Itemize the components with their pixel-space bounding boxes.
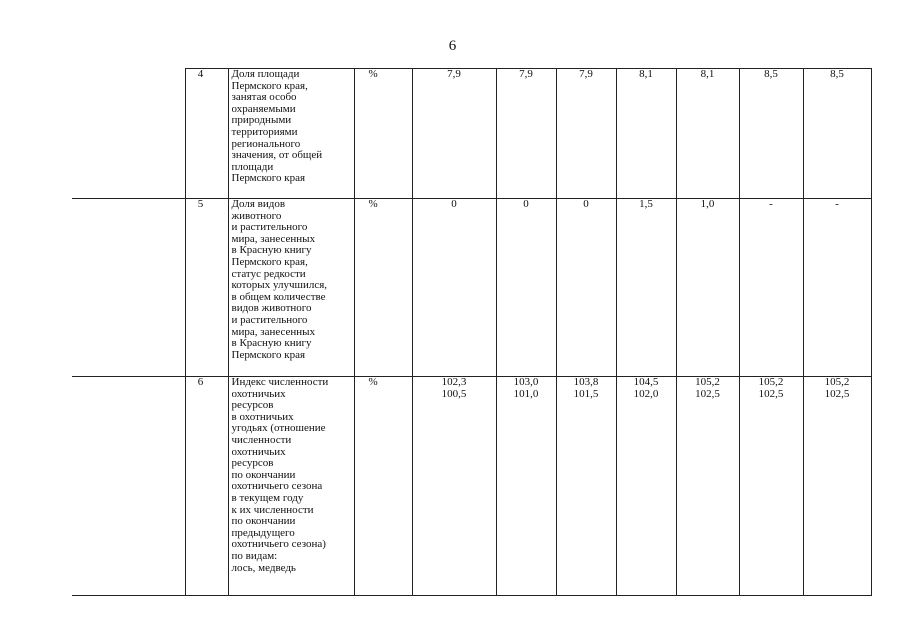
value-line: 1,5 <box>639 198 653 210</box>
value-line: 105,2 <box>695 376 720 388</box>
unit-cell: % <box>354 377 412 596</box>
value-line: 102,5 <box>758 387 784 400</box>
indicator-name-line: Доля видов <box>231 198 286 210</box>
value-line: 0 <box>523 198 529 210</box>
indicator-name-line: мира, занесенных <box>231 325 316 338</box>
indicator-name-line: в охотничьих <box>231 410 294 423</box>
table-row <box>72 69 871 199</box>
value-cell <box>496 69 556 199</box>
value-cell <box>496 199 556 377</box>
indicator-name-line: численности <box>231 433 292 446</box>
value-cell <box>739 199 803 377</box>
indicator-name-line: значения, от общей <box>231 149 323 162</box>
indicator-name-line: по окончании <box>231 468 296 481</box>
value-cell <box>412 377 496 596</box>
left-margin-cell <box>72 377 185 596</box>
value-line: 104,5 <box>633 376 659 388</box>
indicator-name-line: в текущем году <box>231 491 304 504</box>
indicator-name-line: к их численности <box>231 503 314 516</box>
value-line: 103,0 <box>513 376 539 388</box>
indicator-name-line: мира, занесенных <box>231 232 316 245</box>
indicator-name-line: ресурсов <box>231 457 274 470</box>
value-line: 8,5 <box>764 68 778 80</box>
value-line: 102,0 <box>633 387 659 400</box>
value-cell <box>496 377 556 596</box>
value-line: 102,5 <box>824 387 850 400</box>
indicator-name-line: и растительного <box>231 221 308 234</box>
value-cell <box>803 199 871 377</box>
indicator-name-line: и растительного <box>231 313 308 326</box>
indicator-name-line: охраняемыми <box>231 102 296 115</box>
value-line: 101,5 <box>573 387 599 400</box>
left-margin-cell <box>72 69 185 199</box>
value-cell <box>616 377 676 596</box>
value-cell <box>556 377 616 596</box>
value-line: 100,5 <box>441 387 467 400</box>
value-line: 8,5 <box>830 68 844 80</box>
indicator-name-line: по окончании <box>231 515 296 528</box>
value-line: 8,1 <box>700 68 715 80</box>
indicator-name-line: предыдущего <box>231 526 295 539</box>
value-line: 103,8 <box>573 376 599 388</box>
indicator-name-cell <box>228 377 354 596</box>
value-cell <box>676 199 739 377</box>
table-bottom-rule <box>72 595 862 596</box>
indicator-name-line: в Красную книгу <box>231 337 312 350</box>
value-cell <box>739 377 803 596</box>
value-cell <box>616 199 676 377</box>
unit-cell: % <box>354 69 412 199</box>
table-row <box>72 199 871 377</box>
page-number: 6 <box>448 38 457 54</box>
indicator-name-line: занятая особо <box>231 91 297 104</box>
indicator-name-line: которых улучшился, <box>231 279 328 292</box>
value-line: 101,0 <box>513 387 539 400</box>
indicator-name-line: природными <box>231 114 292 127</box>
indicator-name-line: охотничьих <box>231 445 286 458</box>
value-line: 102,5 <box>695 387 720 400</box>
indicator-name-line: площади <box>231 160 274 173</box>
indicators-table <box>72 68 872 596</box>
value-cell <box>556 69 616 199</box>
indicator-name-line: территориями <box>231 125 298 138</box>
indicator-name-line: Доля площади <box>231 68 300 80</box>
value-line: 7,9 <box>519 68 533 80</box>
value-cell <box>803 377 871 596</box>
value-line: 0 <box>451 198 457 210</box>
row-number-cell: 6 <box>185 377 228 596</box>
indicator-name-line: Пермского края, <box>231 79 308 92</box>
indicator-name-line: охотничьих <box>231 387 286 400</box>
value-cell <box>616 69 676 199</box>
indicator-name-line: Индекс численности <box>231 376 329 388</box>
value-cell <box>556 199 616 377</box>
indicator-name-line: ресурсов <box>231 399 274 412</box>
value-line: 8,1 <box>639 68 653 80</box>
indicator-name-cell <box>228 199 354 377</box>
row-number-cell: 5 <box>185 199 228 377</box>
value-line: 105,2 <box>824 376 850 388</box>
value-line: 7,9 <box>447 68 461 80</box>
indicator-name-cell <box>228 69 354 199</box>
indicator-name-line: по видам: <box>231 549 278 562</box>
value-line: 7,9 <box>579 68 593 80</box>
left-margin-cell <box>72 199 185 377</box>
value-line: 105,2 <box>758 376 784 388</box>
indicator-name-line: статус редкости <box>231 267 306 280</box>
value-cell <box>412 69 496 199</box>
table-row <box>72 377 871 596</box>
indicator-name-line: в общем количестве <box>231 290 326 303</box>
value-line: - <box>835 198 839 210</box>
indicator-name-line: лось, медведь <box>231 561 296 574</box>
indicator-name-line: охотничьего сезона <box>231 480 323 493</box>
value-line: 0 <box>583 198 589 210</box>
unit-cell: % <box>354 199 412 377</box>
indicator-name-line: в Красную книгу <box>231 244 312 257</box>
value-line: 102,3 <box>441 376 467 388</box>
value-cell <box>412 199 496 377</box>
indicator-name-line: охотничьего сезона) <box>231 538 326 551</box>
indicator-name-line: регионального <box>231 137 301 150</box>
value-line: - <box>769 198 773 210</box>
value-line: 1,0 <box>700 198 715 210</box>
indicator-name-line: угодьях (отношение <box>231 422 326 435</box>
indicator-name-line: Пермского края <box>231 348 306 361</box>
indicator-name-line: видов животного <box>231 302 312 315</box>
value-cell <box>676 377 739 596</box>
indicator-name-line: Пермского края <box>231 172 306 185</box>
indicator-name-line: животного <box>231 209 282 222</box>
value-cell <box>739 69 803 199</box>
value-cell <box>803 69 871 199</box>
row-number-cell: 4 <box>185 69 228 199</box>
value-cell <box>676 69 739 199</box>
indicator-name-line: Пермского края, <box>231 255 308 268</box>
